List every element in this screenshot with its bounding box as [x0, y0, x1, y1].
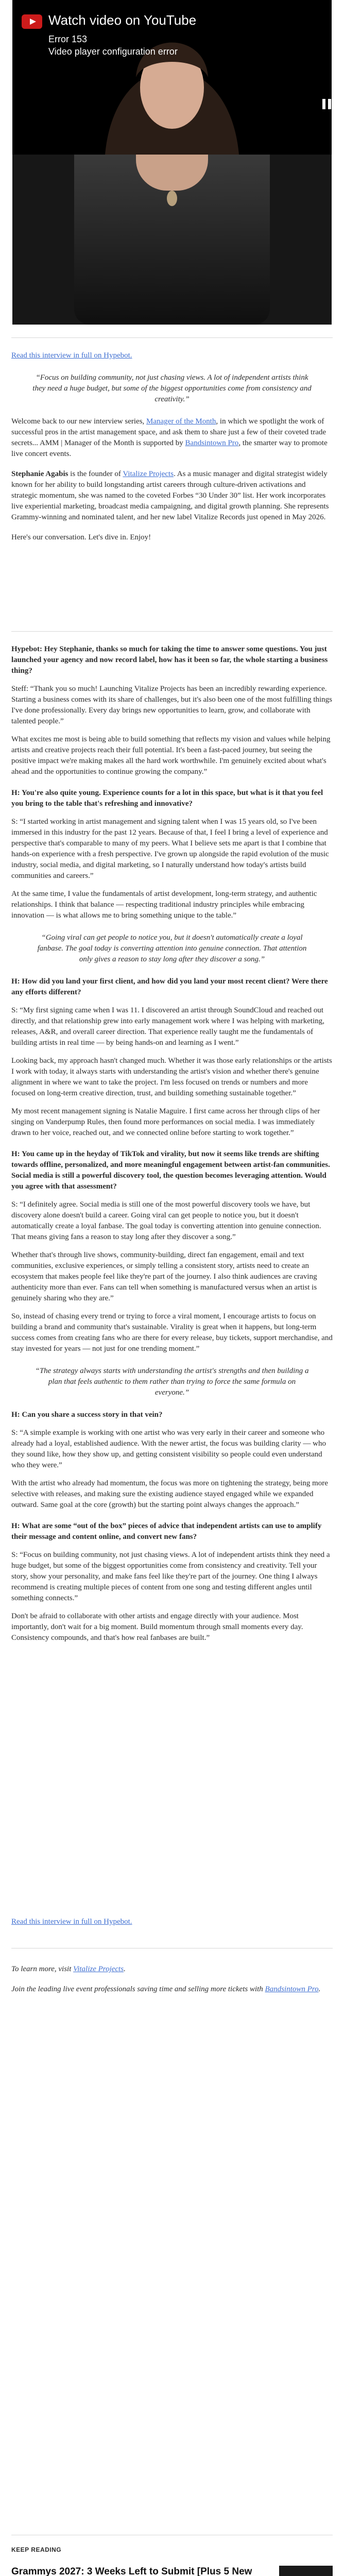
- answer: S: “I definitely agree. Social media is still one of the most powerful discovery tools we have, but discovery alone doesn't build a career. Going viral can get people to notice you, but it doesn't automatically create a loyal fanbase. The goal today is converting attention into genuine connection. That means giving fans a reason to stay long after they discover a song.”: [11, 1200, 321, 1241]
- bio-paragraph: Stephanie Agabis is the founder of Vitalize Projects. As a music manager and digital strategist widely known for her ability to build longstanding artist careers through culture-driven activations and strategic momentum, she was named to the coveted Forbes “30 Under 30” list. Her work incorporates live experiential marketing, broadcast media campaigning, and digital growth planning. She represents Grammy-winning and nominated talent, and her new label Vitalize Records just opened in May 2026.: [11, 470, 329, 521]
- pull-quote: “The strategy always starts with understanding the artist's strengths and then building a plan that feels authentic to them rather than trying to force the same formula on everyone.”: [35, 1367, 309, 1397]
- qa-section: [11, 644, 333, 1643]
- question: H: You came up in the heyday of TikTok and virality, but now it seems like trends are shifting towards offline, personalized, and more meaningful engagement between artist-fan communities. Social media is still a powerful discovery tool, the question becomes leveraging attention. Would you agree with that assessment?: [11, 1150, 330, 1191]
- intro-section: [11, 350, 333, 543]
- conversation-intro: Here's our conversation. Let's dive in. Enjoy!: [11, 533, 151, 541]
- question: Hypebot: Hey Stephanie, thanks so much for taking the time to answer some questions. You just launched your agency and now record label, how has it been so far, the whole starting a business thing?: [11, 645, 328, 675]
- grammy-thumbnail[interactable]: [279, 2566, 333, 2576]
- answer: My most recent management signing is Natalie Maguire. I first came across her through clips of her singing on Vanderpump Rules, then found more performances on social media. I was immediately drawn to her voice, reached out, and we connected online before starting to work together.”: [11, 1107, 320, 1137]
- vitalize-link[interactable]: Vitalize Projects: [123, 470, 174, 478]
- bandsintown-link[interactable]: Bandsintown Pro: [185, 439, 239, 447]
- answer: Don't be afraid to collaborate with other artists and engage directly with your audience. Most importantly, don't wait for a big moment. Build momentum through small moments every day. Consistency compounds, and that's how real fanbases are built.”: [11, 1612, 303, 1642]
- answer: Looking back, my approach hasn't changed much. Whether it was those early relationships or the artists I work with today, it always starts with understanding the artist's vision and whether there's genuine alignment in where we want to take the project. I'm less focused on trends or numbers and more focused on long-term creative direction, trust, and building something sustainable together.”: [11, 1057, 332, 1097]
- answer: So, instead of chasing every trend or trying to force a viral moment, I encourage artists to focus on building a brand and community that's sustainable. Virality is great when it happens, but long-term success comes from creating fans who are there for every release, buy tickets, support merchandise, and stay invested for years — not just for one trending moment.”: [11, 1312, 333, 1353]
- divider: [11, 337, 333, 338]
- read-full-link[interactable]: Read this interview in full on Hypebot.: [11, 351, 132, 360]
- manager-of-month-link[interactable]: Manager of the Month: [146, 417, 216, 426]
- answer: S: “A simple example is working with one artist who was very early in their career and someone who already had a loyal, established audience. With the newer artist, the focus was building clarity — who they sound like, how they show up, and getting consistent visibility so people could even understand who they were.”: [11, 1429, 326, 1469]
- bandsintown-link-bottom[interactable]: Bandsintown Pro: [265, 1985, 319, 1993]
- answer: S: “Focus on building community, not just chasing views. A lot of independent artists think they need a huge budget, but some of the biggest opportunities come from consistency and creativity. Tell your story, show your personality, and make fans feel like they're part of the journey. One thing I always recommend is creating multiple pieces of content from one song and testing different angles until something connects.”: [11, 1551, 330, 1602]
- question: H: How did you land your first client, and how did you land your most recent client? Were there any efforts different?: [11, 977, 328, 996]
- answer: At the same time, I value the fundamentals of artist development, long-term strategy, and authentic relationships. I think that balance — respecting traditional industry principles while embracing innovation — is what allows me to bring something unique to the table.”: [11, 890, 317, 920]
- read-full-link-bottom[interactable]: Read this interview in full on Hypebot.: [11, 1918, 132, 1926]
- welcome-paragraph: Welcome back to our new interview series, Manager of the Month, in which we spotlight the work of successful pros in the artist management space, and ask them to share just a few of their coveted trade secrets... AMM | Manager of the Month is supported by Bandsintown Pro, the smarter way to promote live concert events.: [11, 417, 328, 458]
- question: H: You're also quite young. Experience counts for a lot in this space, but what is it that you feel you bring to the table that's refreshing and innovative?: [11, 789, 323, 808]
- youtube-logo-icon[interactable]: [22, 14, 42, 29]
- answer: What excites me most is being able to build something that reflects my vision and values while helping artists and creative projects reach their full potential. It's been a fast-paced journey, but seeing the positive impact we're making makes all the hard work worthwhile. I'm genuinely excited about what's ahead and the opportunities to continue growing the company.”: [11, 735, 331, 776]
- answer: S: “My first signing came when I was 11. I discovered an artist through SoundCloud and reached out directly, and that relationship grew into early management work where I was helping with marketing, releases, A&R, and overall career direction. That experience really taught me the fundamentals of building artists in real time — by being hands-on and learning as I went.”: [11, 1006, 325, 1047]
- keep-reading-title: KEEP READING: [11, 2546, 62, 2553]
- pull-quote: “Going viral can get people to notice you, but it doesn't automatically create a loyal fanbase. The goal today is converting attention into genuine connection. That attention only gives a reason to stay long after they discover a song.”: [37, 934, 307, 963]
- keep-reading-item[interactable]: [11, 2566, 333, 2576]
- error-code: Error 153: [48, 34, 88, 44]
- portrait-pendant: [167, 191, 177, 206]
- portrait-lower: [12, 155, 332, 325]
- video-title[interactable]: Watch video on YouTube: [48, 12, 197, 28]
- article-title[interactable]: Grammys 2027: 3 Weeks Left to Submit [Plus 5 New: [11, 2566, 252, 2576]
- join-text: Join the leading live event professionals saving time and selling more tickets with Bandsintown Pro.: [11, 1985, 321, 1993]
- answer: Steff: “Thank you so much! Launching Vitalize Projects has been an incredibly rewarding experience. Starting a business comes with its share of challenges, but it's also been one of the most fulfilling things I've done professionally. Every day brings new opportunities to learn, grow, and collaborate with talented people.”: [11, 685, 333, 725]
- video-error: [48, 33, 178, 58]
- question: H: What are some “out of the box” pieces of advice that independent artists can use to amplify their message and content online, and convert new fans?: [11, 1522, 322, 1541]
- question: H: Can you share a success story in that vein?: [11, 1411, 163, 1419]
- vitalize-link-bottom[interactable]: Vitalize Projects: [73, 1965, 124, 1973]
- video-embed[interactable]: [12, 0, 332, 155]
- pull-quote: “Focus on building community, not just chasing views. A lot of independent artists think they need a huge budget, but some of the biggest opportunities come from consistency and creativity.”: [32, 374, 312, 403]
- learn-more: To learn more, visit Vitalize Projects.: [11, 1965, 126, 1973]
- answer: With the artist who already had momentum, the focus was more on tightening the strategy, being more selective with releases, and making sure the existing audience stayed engaged while we expanded outward. Same goal at the core (growth) but the starting point always changes the approach.”: [11, 1479, 328, 1509]
- error-message: Video player configuration error: [48, 46, 178, 57]
- answer: Whether that's through live shows, community-building, direct fan engagement, email and text communities, exclusive experiences, or simply telling a consistent story, artists need to create an ecosystem that makes people feel like they're part of the journey. I also think audiences are craving authenticity more than ever. Fans can tell when something is manufactured versus when an artist is genuinely sharing who they are.”: [11, 1251, 317, 1302]
- answer: S: “I started working in artist management and signing talent when I was 15 years old, so I've been immersed in this industry for the past 12 years. Because of that, I feel I bring a level of experience and perspective that's comparable to many of my peers. What I believe sets me apart is that I combine that hands-on experience with a fresh perspective. I've grown up alongside the rapid evolution of the music industry, social media, and digital marketing, so I naturally understand how today's artists build communities and careers.”: [11, 818, 329, 880]
- divider: [11, 631, 333, 632]
- pause-icon[interactable]: [321, 98, 332, 110]
- outro-section: [11, 1917, 333, 1995]
